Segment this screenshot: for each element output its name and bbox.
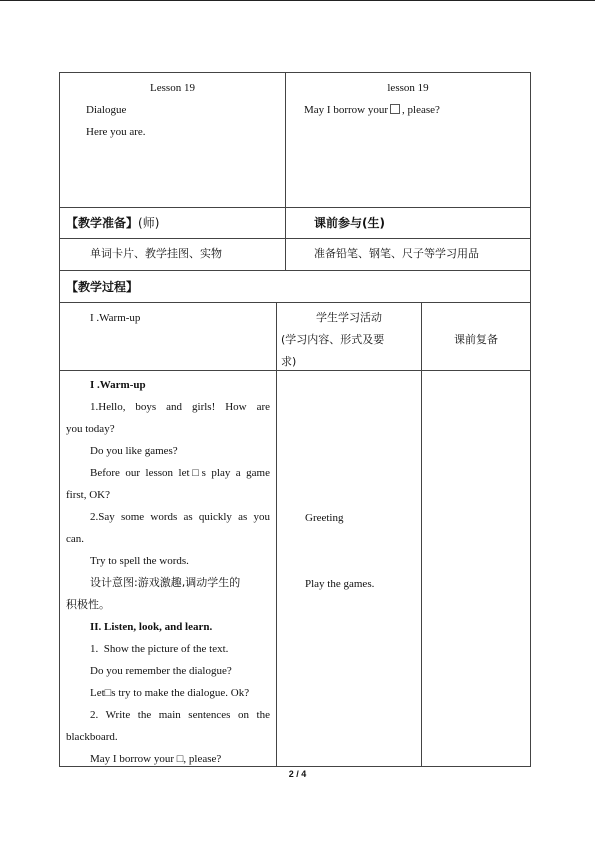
col-header-activity-line2: (学习内容、形式及要 — [281, 333, 385, 346]
body-line-18: May I borrow your □, please? — [90, 753, 222, 765]
page-number: 2 / 4 — [288, 769, 307, 779]
prep-header-left-bold: 【教学准备】 — [66, 216, 139, 230]
body-line-8: can. — [66, 533, 85, 545]
body-line-15: Let□s try to make the dialogue. Ok? — [90, 687, 250, 699]
body-line-14: Do you remember the dialogue? — [90, 665, 232, 677]
lesson-right-line-end: , please? — [402, 104, 440, 116]
prep-content-right: 准备铅笔、钢笔、尺子等学习用品 — [314, 247, 479, 260]
body-line-3: you today? — [66, 423, 115, 435]
body-line-4: Do you like games? — [90, 445, 178, 457]
lesson-left-line1: Dialogue — [86, 104, 127, 116]
lesson-left-title: Lesson 19 — [150, 82, 195, 94]
body-line-16: 2. Write the main sentences on the — [90, 709, 270, 721]
body-line-5: Before our lesson let□s play a game — [90, 467, 270, 479]
body-line-1: I .Warm-up — [90, 379, 146, 391]
body-line-17: blackboard. — [66, 731, 118, 743]
body-line-12: II. Listen, look, and learn. — [90, 621, 213, 633]
activity-play-games: Play the games. — [305, 578, 375, 590]
prep-header-right: 课前参与(生) — [314, 216, 385, 230]
col-header-warmup: I .Warm-up — [90, 312, 141, 324]
body-line-9: Try to spell the words. — [90, 555, 189, 567]
col-header-activity-line3: 求) — [281, 355, 297, 368]
lesson-right-line-start: May I borrow your — [304, 104, 389, 116]
process-divider-1 — [276, 302, 277, 766]
process-header: 【教学过程】 — [66, 280, 139, 294]
blank-box-icon — [390, 104, 400, 114]
prep-content-left: 单词卡片、教学挂图、实物 — [90, 247, 222, 260]
col-header-activity-line1: 学生学习活动 — [316, 311, 382, 324]
process-divider-2 — [421, 302, 422, 766]
rule-after-lesson — [59, 207, 531, 208]
rule-after-prep-header — [59, 238, 531, 239]
prep-header-left — [66, 212, 159, 234]
table-right-border — [530, 72, 531, 766]
lesson-left-line2: Here you are. — [86, 126, 146, 138]
table-left-border — [59, 72, 60, 766]
body-line-10: 设计意图:游戏激趣,调动学生的 — [90, 576, 241, 589]
body-line-7: 2.Say some words as quickly as you — [90, 511, 270, 523]
body-line-11: 积极性。 — [66, 598, 110, 611]
lesson-right-title: lesson 19 — [387, 82, 429, 94]
body-line-6: first, OK? — [66, 489, 110, 501]
col-header-review: 课前复备 — [454, 333, 498, 346]
body-line-13: 1. Show the picture of the text. — [90, 643, 229, 655]
activity-greeting: Greeting — [305, 512, 344, 524]
lesson-divider — [285, 72, 286, 270]
lesson-right-line — [304, 99, 440, 121]
rule-after-prep-content — [59, 270, 531, 271]
page-top-rule — [0, 0, 595, 1]
prep-header-left-suffix: (师) — [138, 216, 160, 230]
rule-after-process-header — [59, 302, 531, 303]
body-line-2: 1.Hello, boys and girls! How are — [90, 401, 270, 413]
table-top-border — [59, 72, 531, 73]
